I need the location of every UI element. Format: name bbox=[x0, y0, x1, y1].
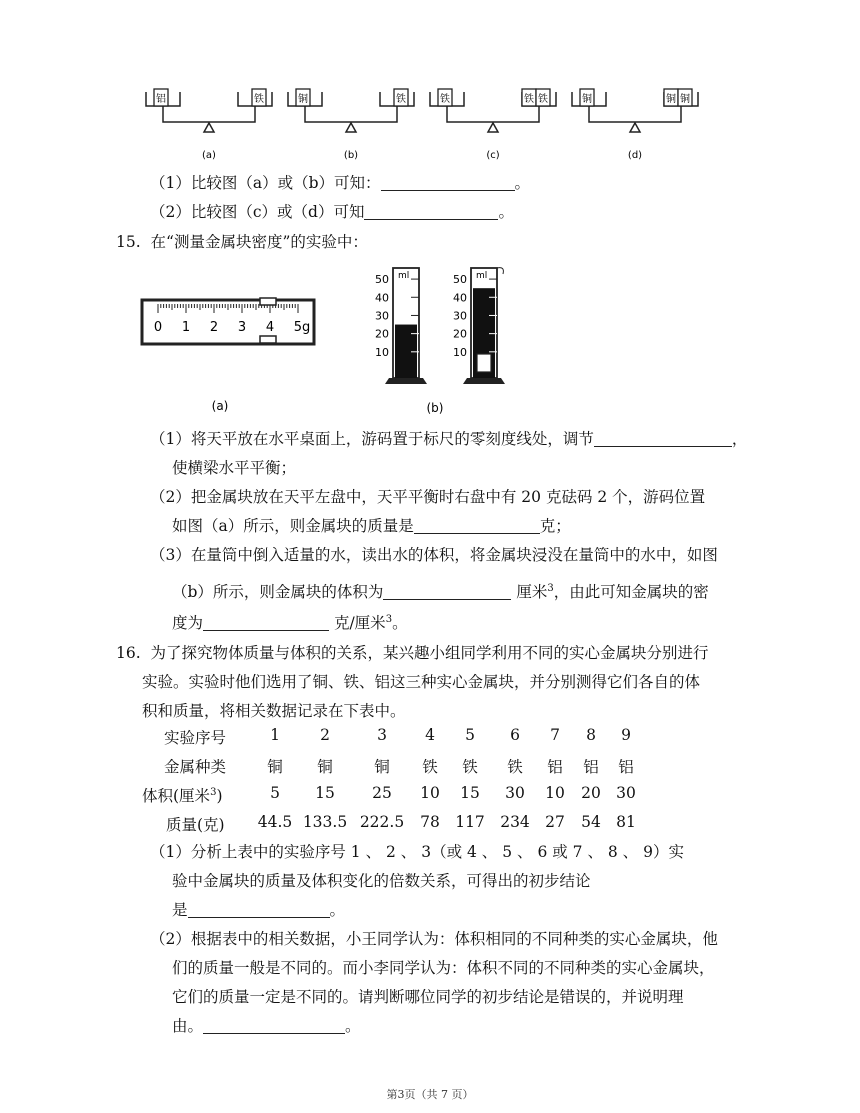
balance-label: (c) bbox=[486, 150, 500, 161]
metal-block-label: 铁 bbox=[440, 94, 450, 105]
ruler-tick-label: 0 bbox=[153, 320, 163, 335]
answer-blank[interactable] bbox=[383, 583, 511, 600]
table-cell: 10 bbox=[420, 784, 440, 802]
metal-block-label: 铜 bbox=[298, 94, 308, 105]
ruler-tick-label: 5g bbox=[293, 320, 311, 335]
q16-sentence-1c: 是 。 bbox=[172, 901, 346, 919]
table-cell: 30 bbox=[505, 784, 525, 802]
row-label: 质量(克) bbox=[166, 816, 225, 834]
metal-block-label: 铁 bbox=[396, 94, 406, 105]
answer-blank[interactable] bbox=[381, 174, 515, 191]
answer-blank[interactable] bbox=[364, 203, 498, 220]
table-cell: 铜 bbox=[374, 758, 390, 776]
table-cell: 81 bbox=[616, 813, 636, 831]
q14-sentence-1: （1）比较图（a）或（b）可知： 。 bbox=[150, 174, 531, 192]
table-cell: 222.5 bbox=[359, 813, 405, 831]
table-cell: 铁 bbox=[462, 758, 478, 776]
ruler-figure bbox=[140, 290, 320, 420]
q16-sentence-1a: （1）分析上表中的实验序号 1 、 2 、 3（或 4 、 5 、 6 或 7 、 8 、 9）实 bbox=[150, 843, 684, 861]
balance-1 bbox=[146, 89, 272, 161]
table-cell: 9 bbox=[621, 726, 631, 744]
table-cell: 铝 bbox=[547, 758, 563, 776]
q16-sentence-2a: （2）根据表中的相关数据，小王同学认为：体积相同的不同种类的实心金属块，他 bbox=[150, 930, 718, 948]
cylinder-figure bbox=[355, 258, 535, 420]
ruler-tick-label: 4 bbox=[265, 320, 275, 335]
metal-block-label: 铜 bbox=[582, 94, 592, 105]
table-cell: 15 bbox=[315, 784, 335, 802]
q14-sentence-2: （2）比较图（c）或（d）可知 。 bbox=[150, 203, 514, 221]
metal-block-label: 铁 bbox=[254, 94, 264, 105]
cylinder-tick-label: 30 bbox=[453, 309, 467, 323]
metal-block-label: 铁 bbox=[538, 94, 548, 105]
cylinder-tick-label: 50 bbox=[453, 273, 467, 287]
table-cell: 78 bbox=[420, 813, 440, 831]
table-cell: 27 bbox=[545, 813, 565, 831]
metal-block-label: 铜 bbox=[666, 94, 676, 105]
q16-sentence-2b: 们的质量一般是不同的。而小李同学认为：体积不同的不同种类的实心金属块， bbox=[172, 959, 715, 977]
q15-sentence-1b: 使横梁水平平衡； bbox=[172, 459, 297, 477]
table-cell: 133.5 bbox=[302, 813, 348, 831]
q15-sentence-3c: 度为 克/厘米$^3$。 bbox=[172, 614, 408, 633]
fig-b-label: (b) bbox=[426, 401, 444, 415]
answer-blank[interactable] bbox=[594, 430, 732, 447]
table-cell: 5 bbox=[465, 726, 475, 744]
table-cell: 44.5 bbox=[257, 813, 293, 831]
balance-figure bbox=[140, 76, 720, 164]
q16-para-2: 实验。实验时他们选用了铜、铁、铝这三种实心金属块，并分别测得它们各自的体 bbox=[142, 673, 701, 691]
balance-3 bbox=[430, 89, 556, 161]
balance-label: (a) bbox=[202, 150, 216, 161]
cylinder-tick-label: 10 bbox=[453, 345, 467, 359]
table-cell: 8 bbox=[586, 726, 596, 744]
metal-block bbox=[477, 354, 491, 372]
q15-sentence-3a: （3）在量筒中倒入适量的水，读出水的体积，将金属块浸没在量筒中的水中，如图 bbox=[150, 546, 718, 564]
q16-sentence-2d: 由。 。 bbox=[172, 1017, 361, 1035]
table-cell: 15 bbox=[460, 784, 480, 802]
cylinder-tick-label: 40 bbox=[375, 291, 389, 305]
q15-sentence-2a: （2）把金属块放在天平左盘中，天平平衡时右盘中有 20 克砝码 2 个，游码位置 bbox=[150, 488, 706, 506]
q16-para-3: 积和质量，将相关数据记录在下表中。 bbox=[142, 702, 406, 720]
table-cell: 3 bbox=[377, 726, 387, 744]
q16-sentence-1b: 验中金属块的质量及体积变化的倍数关系，可得出的初步结论 bbox=[172, 872, 591, 890]
table-cell: 1 bbox=[270, 726, 280, 744]
table-cell: 117 bbox=[455, 813, 485, 831]
balance-label: (d) bbox=[627, 150, 643, 161]
cylinder-unit: ml bbox=[398, 271, 410, 281]
table-cell: 10 bbox=[545, 784, 565, 802]
cylinder-tick-label: 30 bbox=[375, 309, 389, 323]
balance-2 bbox=[288, 89, 414, 161]
table-cell: 铁 bbox=[422, 758, 438, 776]
table-cell: 7 bbox=[550, 726, 560, 744]
row-label: 实验序号 bbox=[164, 729, 227, 747]
table-cell: 54 bbox=[581, 813, 601, 831]
answer-blank[interactable] bbox=[203, 614, 329, 631]
answer-blank[interactable] bbox=[414, 517, 540, 534]
table-cell: 5 bbox=[270, 784, 280, 802]
balance-label: (b) bbox=[343, 150, 359, 161]
cylinder-tick-label: 20 bbox=[453, 327, 467, 341]
table-cell: 铝 bbox=[583, 758, 599, 776]
table-cell: 30 bbox=[616, 784, 636, 802]
table-cell: 铜 bbox=[267, 758, 283, 776]
table-cell: 25 bbox=[372, 784, 392, 802]
table-cell: 234 bbox=[500, 813, 530, 831]
table-cell: 铝 bbox=[618, 758, 634, 776]
q16-sentence-2c: 它们的质量一定是不同的。请判断哪位同学的初步结论是错误的，并说明理 bbox=[172, 988, 684, 1006]
cylinder-unit: ml bbox=[476, 271, 488, 281]
table-cell: 铁 bbox=[507, 758, 523, 776]
cylinder-tick-label: 20 bbox=[375, 327, 389, 341]
row-label: 金属种类 bbox=[164, 758, 227, 776]
answer-blank[interactable] bbox=[188, 901, 330, 918]
fig-a-label: (a) bbox=[211, 399, 229, 413]
q15-sentence-3b: （b）所示，则金属块的体积为 厘米$^3$，由此可知金属块的密 bbox=[172, 583, 709, 602]
ruler-tick-label: 2 bbox=[209, 320, 219, 335]
cylinder-tick-label: 40 bbox=[453, 291, 467, 305]
table-cell: 2 bbox=[320, 726, 330, 744]
metal-block-label: 铝 bbox=[156, 94, 166, 105]
metal-block-label: 铜 bbox=[680, 94, 690, 105]
cylinder-tick-label: 10 bbox=[375, 345, 389, 359]
metal-block-label: 铁 bbox=[524, 94, 534, 105]
answer-blank[interactable] bbox=[203, 1017, 345, 1034]
cylinder-tick-label: 50 bbox=[375, 273, 389, 287]
q15-sentence-1a: （1）将天平放在水平桌面上，游码置于标尺的零刻度线处，调节 ， bbox=[150, 430, 748, 448]
q15-stem: 15. 在“测量金属块密度”的实验中： bbox=[116, 233, 368, 251]
ruler-tick-label: 1 bbox=[181, 320, 191, 335]
table-cell: 6 bbox=[510, 726, 520, 744]
table-cell: 20 bbox=[581, 784, 601, 802]
row-label: 体积(厘米$^3$) bbox=[142, 786, 223, 805]
ruler-tick-label: 3 bbox=[237, 320, 247, 335]
table-cell: 铜 bbox=[317, 758, 333, 776]
table-cell: 4 bbox=[425, 726, 435, 744]
balance-4 bbox=[572, 89, 698, 161]
q16-para-1: 16. 为了探究物体质量与体积的关系，某兴趣小组同学利用不同的实心金属块分别进行 bbox=[116, 644, 709, 662]
q15-sentence-2b: 如图（a）所示，则金属块的质量是 克； bbox=[172, 517, 571, 535]
page-footer: 第3页（共 7 页） bbox=[386, 1088, 474, 1101]
